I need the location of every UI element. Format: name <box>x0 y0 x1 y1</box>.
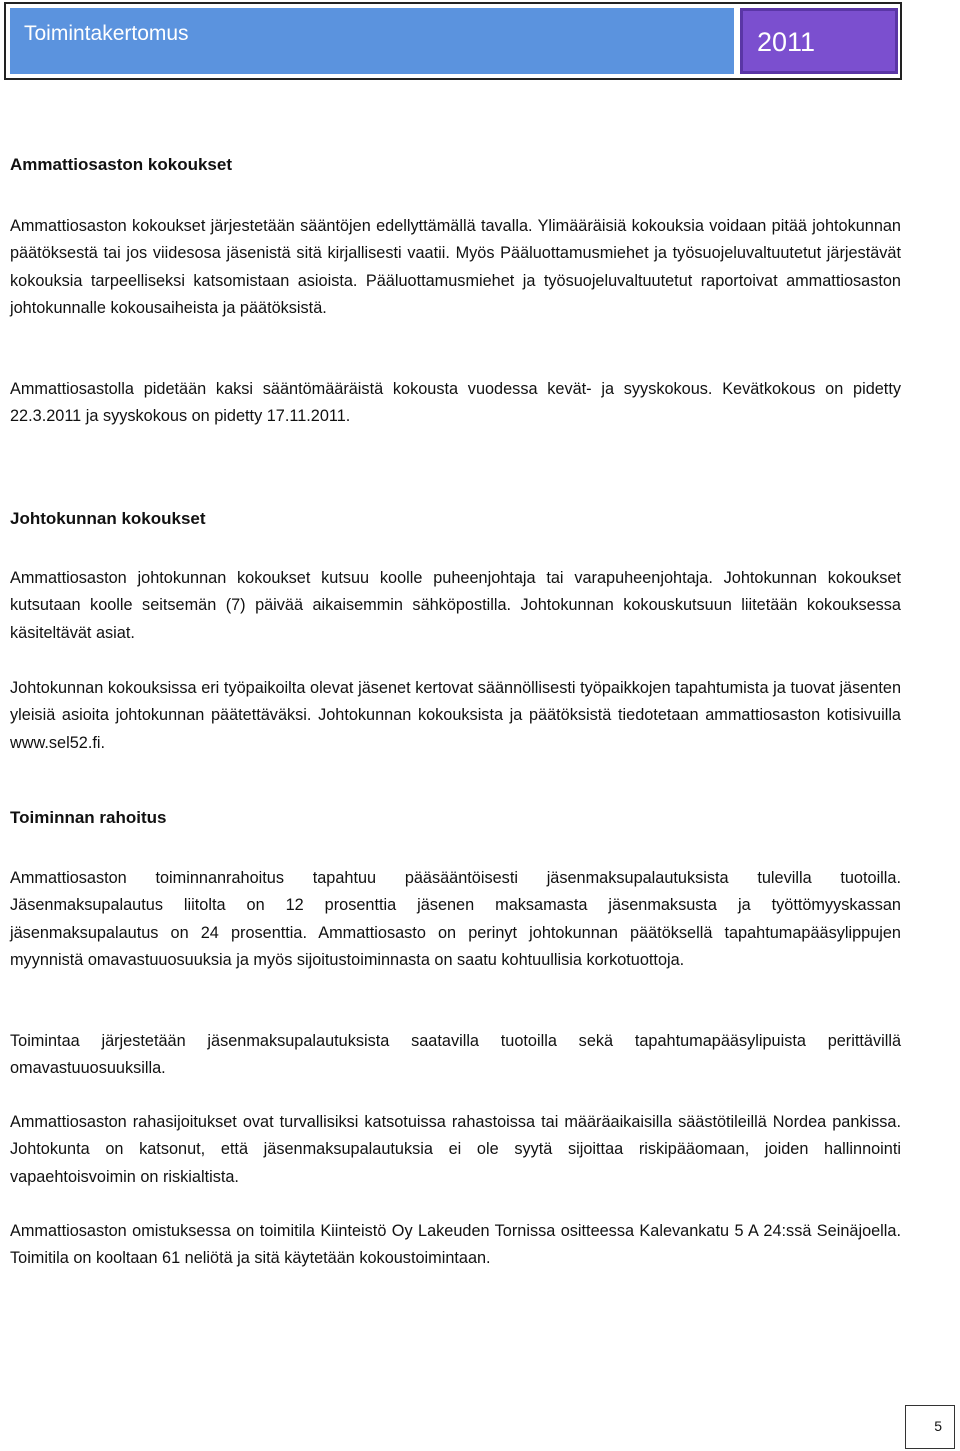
page-number: 5 <box>934 1418 942 1434</box>
paragraph: Johtokunnan kokouksissa eri työpaikoilta olevat jäsenet kertovat säännöllisesti työpaikkojen tapahtumista ja tuovat jäsenten yleisiä asioita johtokunnan päätettäväksi. Johtokunnan kokouksista ja päätöksistä tiedotetaan ammattiosaston kotisivuilla www.sel52.fi. <box>10 679 901 752</box>
header-title: Toimintakertomus <box>24 22 189 45</box>
header-year-box <box>740 8 898 74</box>
section-heading-funding: Toiminnan rahoitus <box>10 808 167 827</box>
paragraph: Ammattiosaston toiminnanrahoitus tapahtuu pääsääntöisesti jäsenmaksupalautuksista tulevilla tuotoilla. Jäsenmaksupalautus liitolta on 12 prosenttia jäsenen maksamasta jäsenmaksusta ja työttömyyskassan jäsenmaksupalautus on 24 prosenttia. Ammattiosasto on perinyt johtokunnan päätöksellä tapahtumapääsylippujen myynnistä omavastuuosuuksia ja myös sijoitustoiminnasta on saatu kohtuullisia korkotuottoja. <box>10 869 901 969</box>
section-heading-meetings: Ammattiosaston kokoukset <box>10 155 232 174</box>
page-header <box>4 2 902 80</box>
paragraph: Ammattiosastolla pidetään kaksi sääntömääräistä kokousta vuodessa kevät- ja syyskokous. Kevätkokous on pidetty 22.3.2011 ja syyskokous on pidetty 17.11.2011. <box>10 380 901 426</box>
paragraph: Ammattiosaston kokoukset järjestetään sääntöjen edellyttämällä tavalla. Ylimääräisiä kokouksia voidaan pitää johtokunnan päätöksestä tai jos viidesosa jäsenistä sitä kirjallisesti vaatii. Myös Pääluottamusmiehet ja työsuojeluvaltuutetut järjestävät kokouksia tarpeelliseksi katsomistaan asioista. Pääluottamusmiehet ja työsuojeluvaltuutetut raportoivat ammattiosaston johtokunnalle kokousaiheista ja päätöksistä. <box>10 217 901 317</box>
section-heading-board-meetings: Johtokunnan kokoukset <box>10 509 206 528</box>
paragraph: Ammattiosaston omistuksessa on toimitila Kiinteistö Oy Lakeuden Tornissa ositteessa Kalevankatu 5 A 24:ssä Seinäjoella. Toimitila on kooltaan 61 neliötä ja sitä käytetään kokoustoimintaan. <box>10 1222 901 1268</box>
header-year: 2011 <box>757 27 816 57</box>
header-title-box <box>10 8 734 74</box>
page-number-box <box>905 1405 955 1449</box>
paragraph: Ammattiosaston johtokunnan kokoukset kutsuu koolle puheenjohtaja tai varapuheenjohtaja. Johtokunnan kokoukset kutsutaan koolle seitsemän (7) päivää aikaisemmin sähköpostilla. Johtokunnan kokouskutsuun liitetään kokouksessa käsiteltävät asiat. <box>10 569 901 642</box>
paragraph: Ammattiosaston rahasijoitukset ovat turvallisiksi katsotuissa rahastoissa tai määräaikaisilla säästötileillä Nordea pankissa. Johtokunta on katsonut, että jäsenmaksupalautuksia ei ole syytä sijoittaa riskipääomaan, joiden hallinnointi vapaehtoisvoimin on riskialtista. <box>10 1113 901 1186</box>
paragraph: Toimintaa järjestetään jäsenmaksupalautuksista saatavilla tuotoilla sekä tapahtumapääsylipuista perittävillä omavastuuosuuksilla. <box>10 1032 901 1078</box>
